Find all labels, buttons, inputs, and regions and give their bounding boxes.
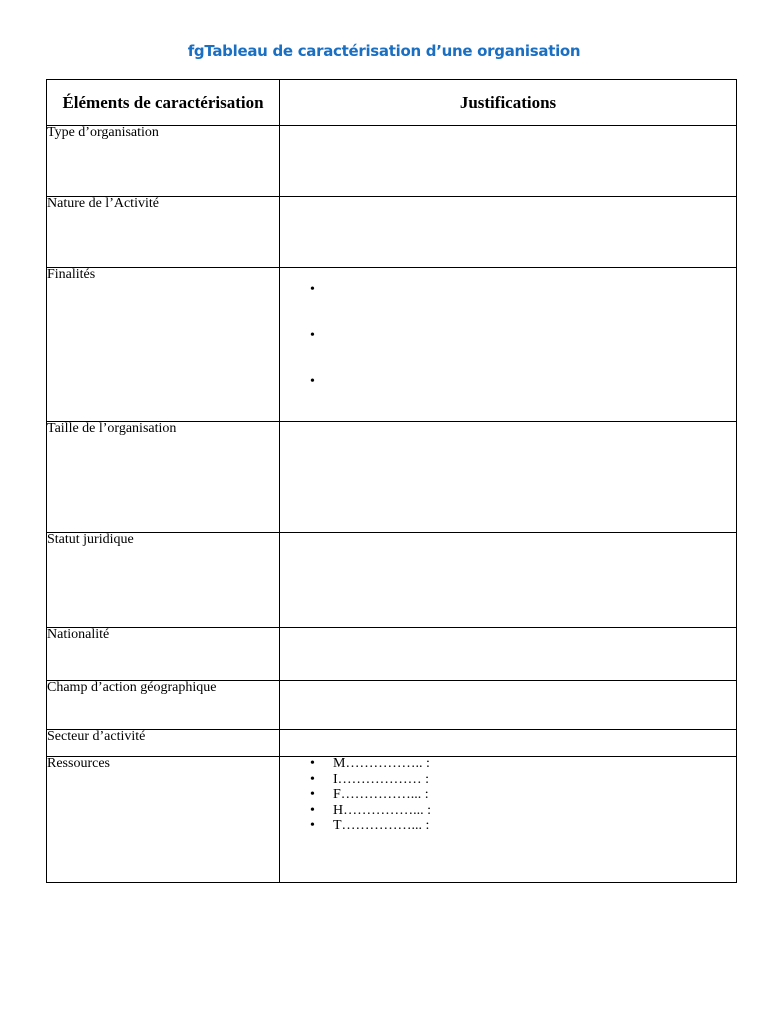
document-title: fgTableau de caractérisation d’une organisation bbox=[187, 42, 581, 60]
row-label-nationalite: Nationalité bbox=[47, 628, 280, 681]
justification-cell-nature[interactable] bbox=[280, 197, 737, 268]
justification-cell-finalites[interactable] bbox=[280, 268, 737, 422]
table-row bbox=[47, 268, 737, 422]
justification-cell-type[interactable] bbox=[280, 126, 737, 197]
table-row bbox=[47, 533, 737, 628]
justification-cell-statut[interactable] bbox=[280, 533, 737, 628]
list-item: • M…………….. : bbox=[280, 757, 736, 773]
row-label-ressources: Ressources bbox=[47, 757, 280, 883]
table-row bbox=[47, 422, 737, 533]
table-row bbox=[47, 197, 737, 268]
ressources-list bbox=[280, 757, 736, 835]
list-item: • F……………... : bbox=[280, 788, 736, 804]
row-label-type: Type d’organisation bbox=[47, 126, 280, 197]
table-row bbox=[47, 628, 737, 681]
row-label-champ: Champ d’action géographique bbox=[47, 681, 280, 730]
header-elements: Éléments de caractérisation bbox=[47, 80, 280, 126]
table-row bbox=[47, 730, 737, 757]
finalites-bullet-list bbox=[280, 268, 736, 420]
table-row bbox=[47, 757, 737, 883]
header-justifications: Justifications bbox=[280, 80, 737, 126]
justification-cell-nationalite[interactable] bbox=[280, 628, 737, 681]
justification-cell-champ[interactable] bbox=[280, 681, 737, 730]
justification-cell-secteur[interactable] bbox=[280, 730, 737, 757]
row-label-taille: Taille de l’organisation bbox=[47, 422, 280, 533]
row-label-secteur: Secteur d’activité bbox=[47, 730, 280, 757]
row-label-nature: Nature de l’Activité bbox=[47, 197, 280, 268]
list-item: • T……………... : bbox=[280, 819, 736, 835]
list-item: • I……………… : bbox=[280, 773, 736, 789]
table-row bbox=[47, 126, 737, 197]
row-label-finalites: Finalités bbox=[47, 268, 280, 422]
characterization-table bbox=[46, 79, 737, 883]
justification-cell-ressources[interactable] bbox=[280, 757, 737, 883]
table-header-row bbox=[47, 80, 737, 126]
list-item bbox=[280, 374, 736, 420]
list-item: • H……………... : bbox=[280, 804, 736, 820]
list-item bbox=[280, 282, 736, 328]
row-label-statut: Statut juridique bbox=[47, 533, 280, 628]
justification-cell-taille[interactable] bbox=[280, 422, 737, 533]
list-item bbox=[280, 328, 736, 374]
table-row bbox=[47, 681, 737, 730]
